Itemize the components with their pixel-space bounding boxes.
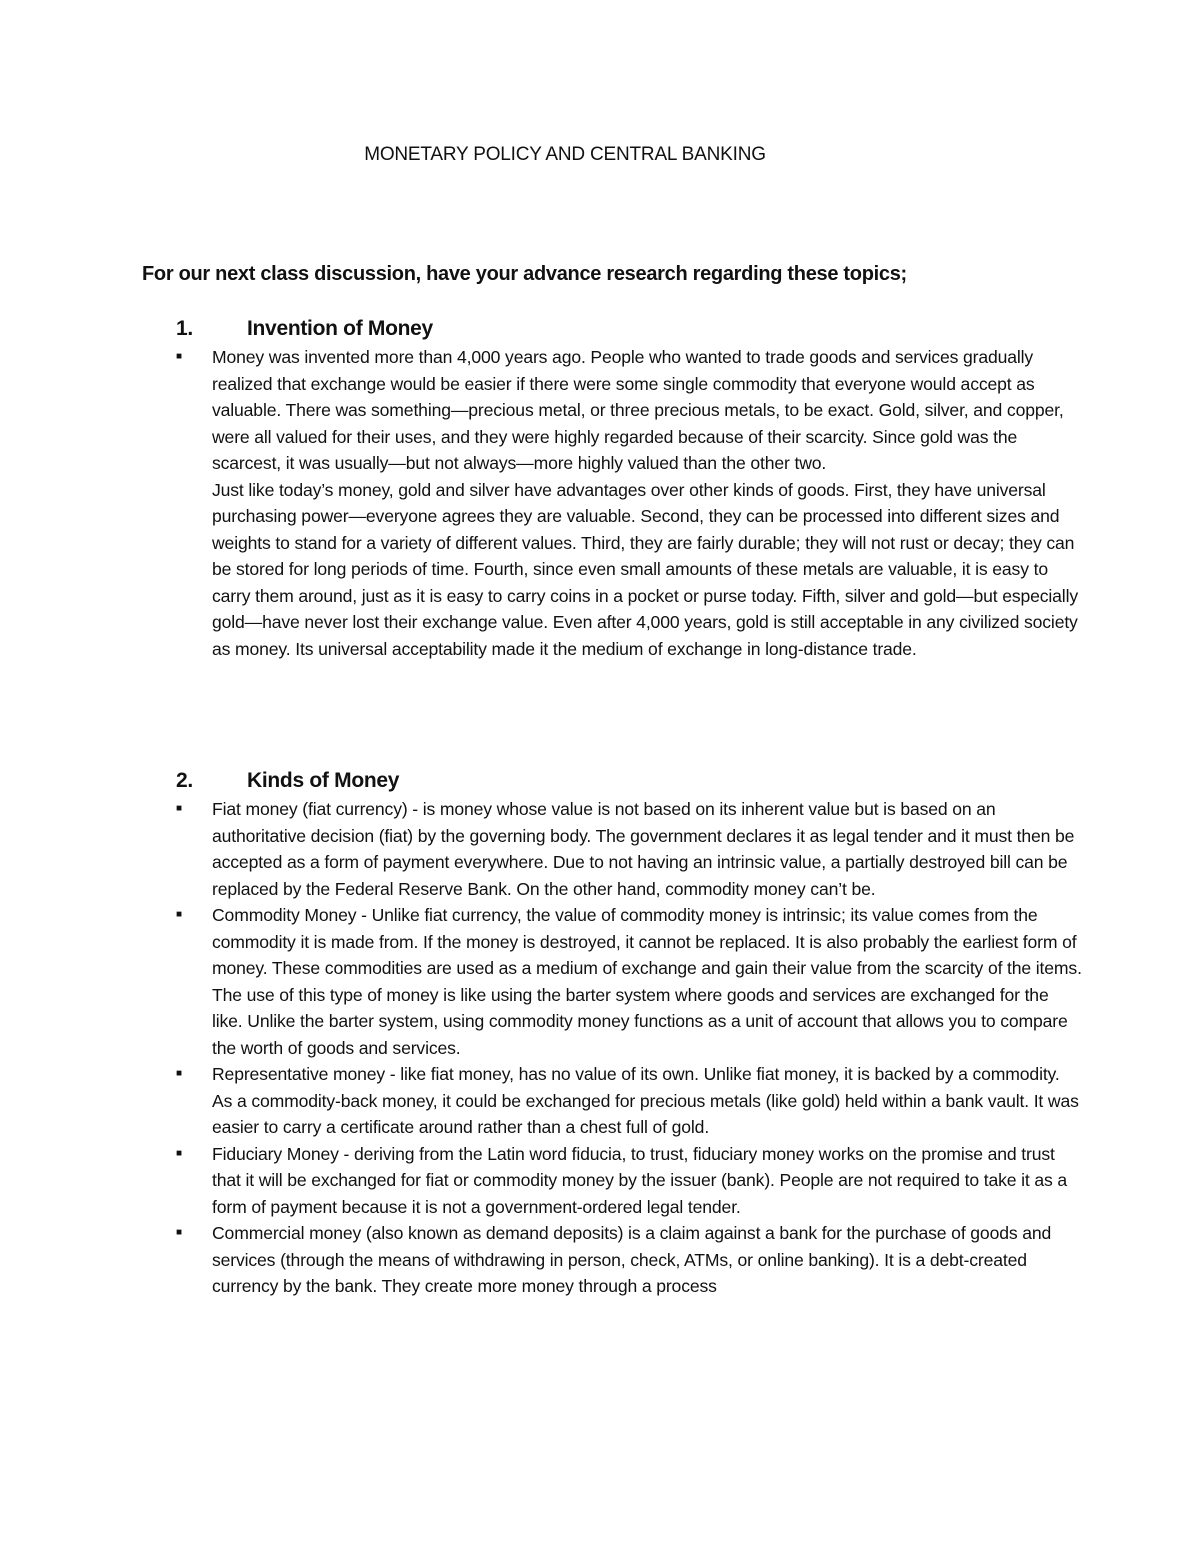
- paragraph: Just like today’s money, gold and silver have advantages over other kinds of goods. First, they have universal purchasing power—everyone agrees they are valuable. Second, they can be processed into different sizes and weights to stand for a variety of different values. Third, they are fairly durable; they will not rust or decay; they can be stored for long periods of time. Fourth, since even small amounts of these metals are valuable, it is easy to carry them around, just as it is easy to carry coins in a pocket or purse today. Fifth, silver and gold—but especially gold—have never lost their exchange value. Even after 4,000 years, gold is still acceptable in any civilized society as money. Its universal acceptability made it the medium of exchange in long-distance trade.: [212, 479, 1078, 659]
- square-bullet-icon: ■: [176, 351, 182, 362]
- section-heading: [142, 314, 1082, 344]
- paragraph: Commercial money (also known as demand deposits) is a claim against a bank for the purchase of goods and services (through the means of withdrawing in person, check, ATMs, or online banking). It is a debt-created currency by the bank. They create more money through a process: [212, 1223, 1052, 1296]
- paragraph: Fiat money (fiat currency) - is money whose value is not based on its inherent value but is based on an authoritative decision (fiat) by the governing body. The government declares it as legal tender and it must then be accepted as a form of payment everywhere. Due to not having an intrinsic value, a partially destroyed bill can be replaced by the Federal Reserve Bank. On the other hand, commodity money can’t be.: [212, 799, 1075, 899]
- bullet-list: [142, 344, 1082, 662]
- list-item: [142, 1220, 1082, 1300]
- square-bullet-icon: ■: [176, 1147, 182, 1159]
- bullet-list: [142, 796, 1082, 1300]
- square-bullet-icon: ■: [176, 803, 182, 814]
- list-item: [142, 1061, 1082, 1141]
- list-item: [142, 796, 1082, 902]
- square-bullet-icon: ■: [176, 1227, 182, 1238]
- section-heading: [142, 766, 1082, 796]
- square-bullet-icon: ■: [176, 909, 182, 920]
- paragraph: Fiduciary Money - deriving from the Latin word fiducia, to trust, fiduciary money works on the promise and trust that it will be exchanged for fiat or commodity money by the issuer (bank). People are not required to take it as a form of payment because it is not a government-ordered legal tender.: [212, 1143, 1068, 1217]
- section-title: Kinds of Money: [247, 769, 400, 792]
- list-item: [142, 344, 1082, 662]
- paragraph: Money was invented more than 4,000 years ago. People who wanted to trade goods and services gradually realized that exchange would be easier if there were some single commodity that everyone would accept as valuable. There was something—precious metal, or three precious metals, to be exact. Gold, silver, and copper, were all valued for their uses, and they were highly regarded because of their scarcity. Since gold was the scarcest, it was usually—but not always—more highly valued than the other two.: [212, 347, 1064, 473]
- document-title: MONETARY POLICY AND CENTRAL BANKING: [364, 144, 766, 165]
- square-bullet-icon: ■: [176, 1068, 182, 1079]
- list-item: [142, 1141, 1082, 1221]
- intro-text: For our next class discussion, have your advance research regarding these topics;: [142, 263, 907, 285]
- section-kinds-of-money: [142, 766, 1082, 1300]
- section-title: Invention of Money: [247, 317, 433, 340]
- section-invention-of-money: [142, 314, 1082, 662]
- paragraph: Representative money - like fiat money, has no value of its own. Unlike fiat money, it is backed by a commodity. As a commodity-back money, it could be exchanged for precious metals (like gold) held within a bank vault. It was easier to carry a certificate around rather than a chest full of gold.: [212, 1064, 1079, 1137]
- paragraph: Commodity Money - Unlike fiat currency, the value of commodity money is intrinsic; its value comes from the commodity it is made from. If the money is destroyed, it cannot be replaced. It is also probably the earliest form of money. These commodities are used as a medium of exchange and gain their value from the scarcity of the items. The use of this type of money is like using the barter system where goods and services are exchanged for the like. Unlike the barter system, using commodity money functions as a unit of account that allows you to compare the worth of goods and services.: [212, 905, 1082, 1058]
- list-item: [142, 902, 1082, 1061]
- section-number: 1.: [176, 317, 193, 340]
- section-number: 2.: [176, 769, 193, 792]
